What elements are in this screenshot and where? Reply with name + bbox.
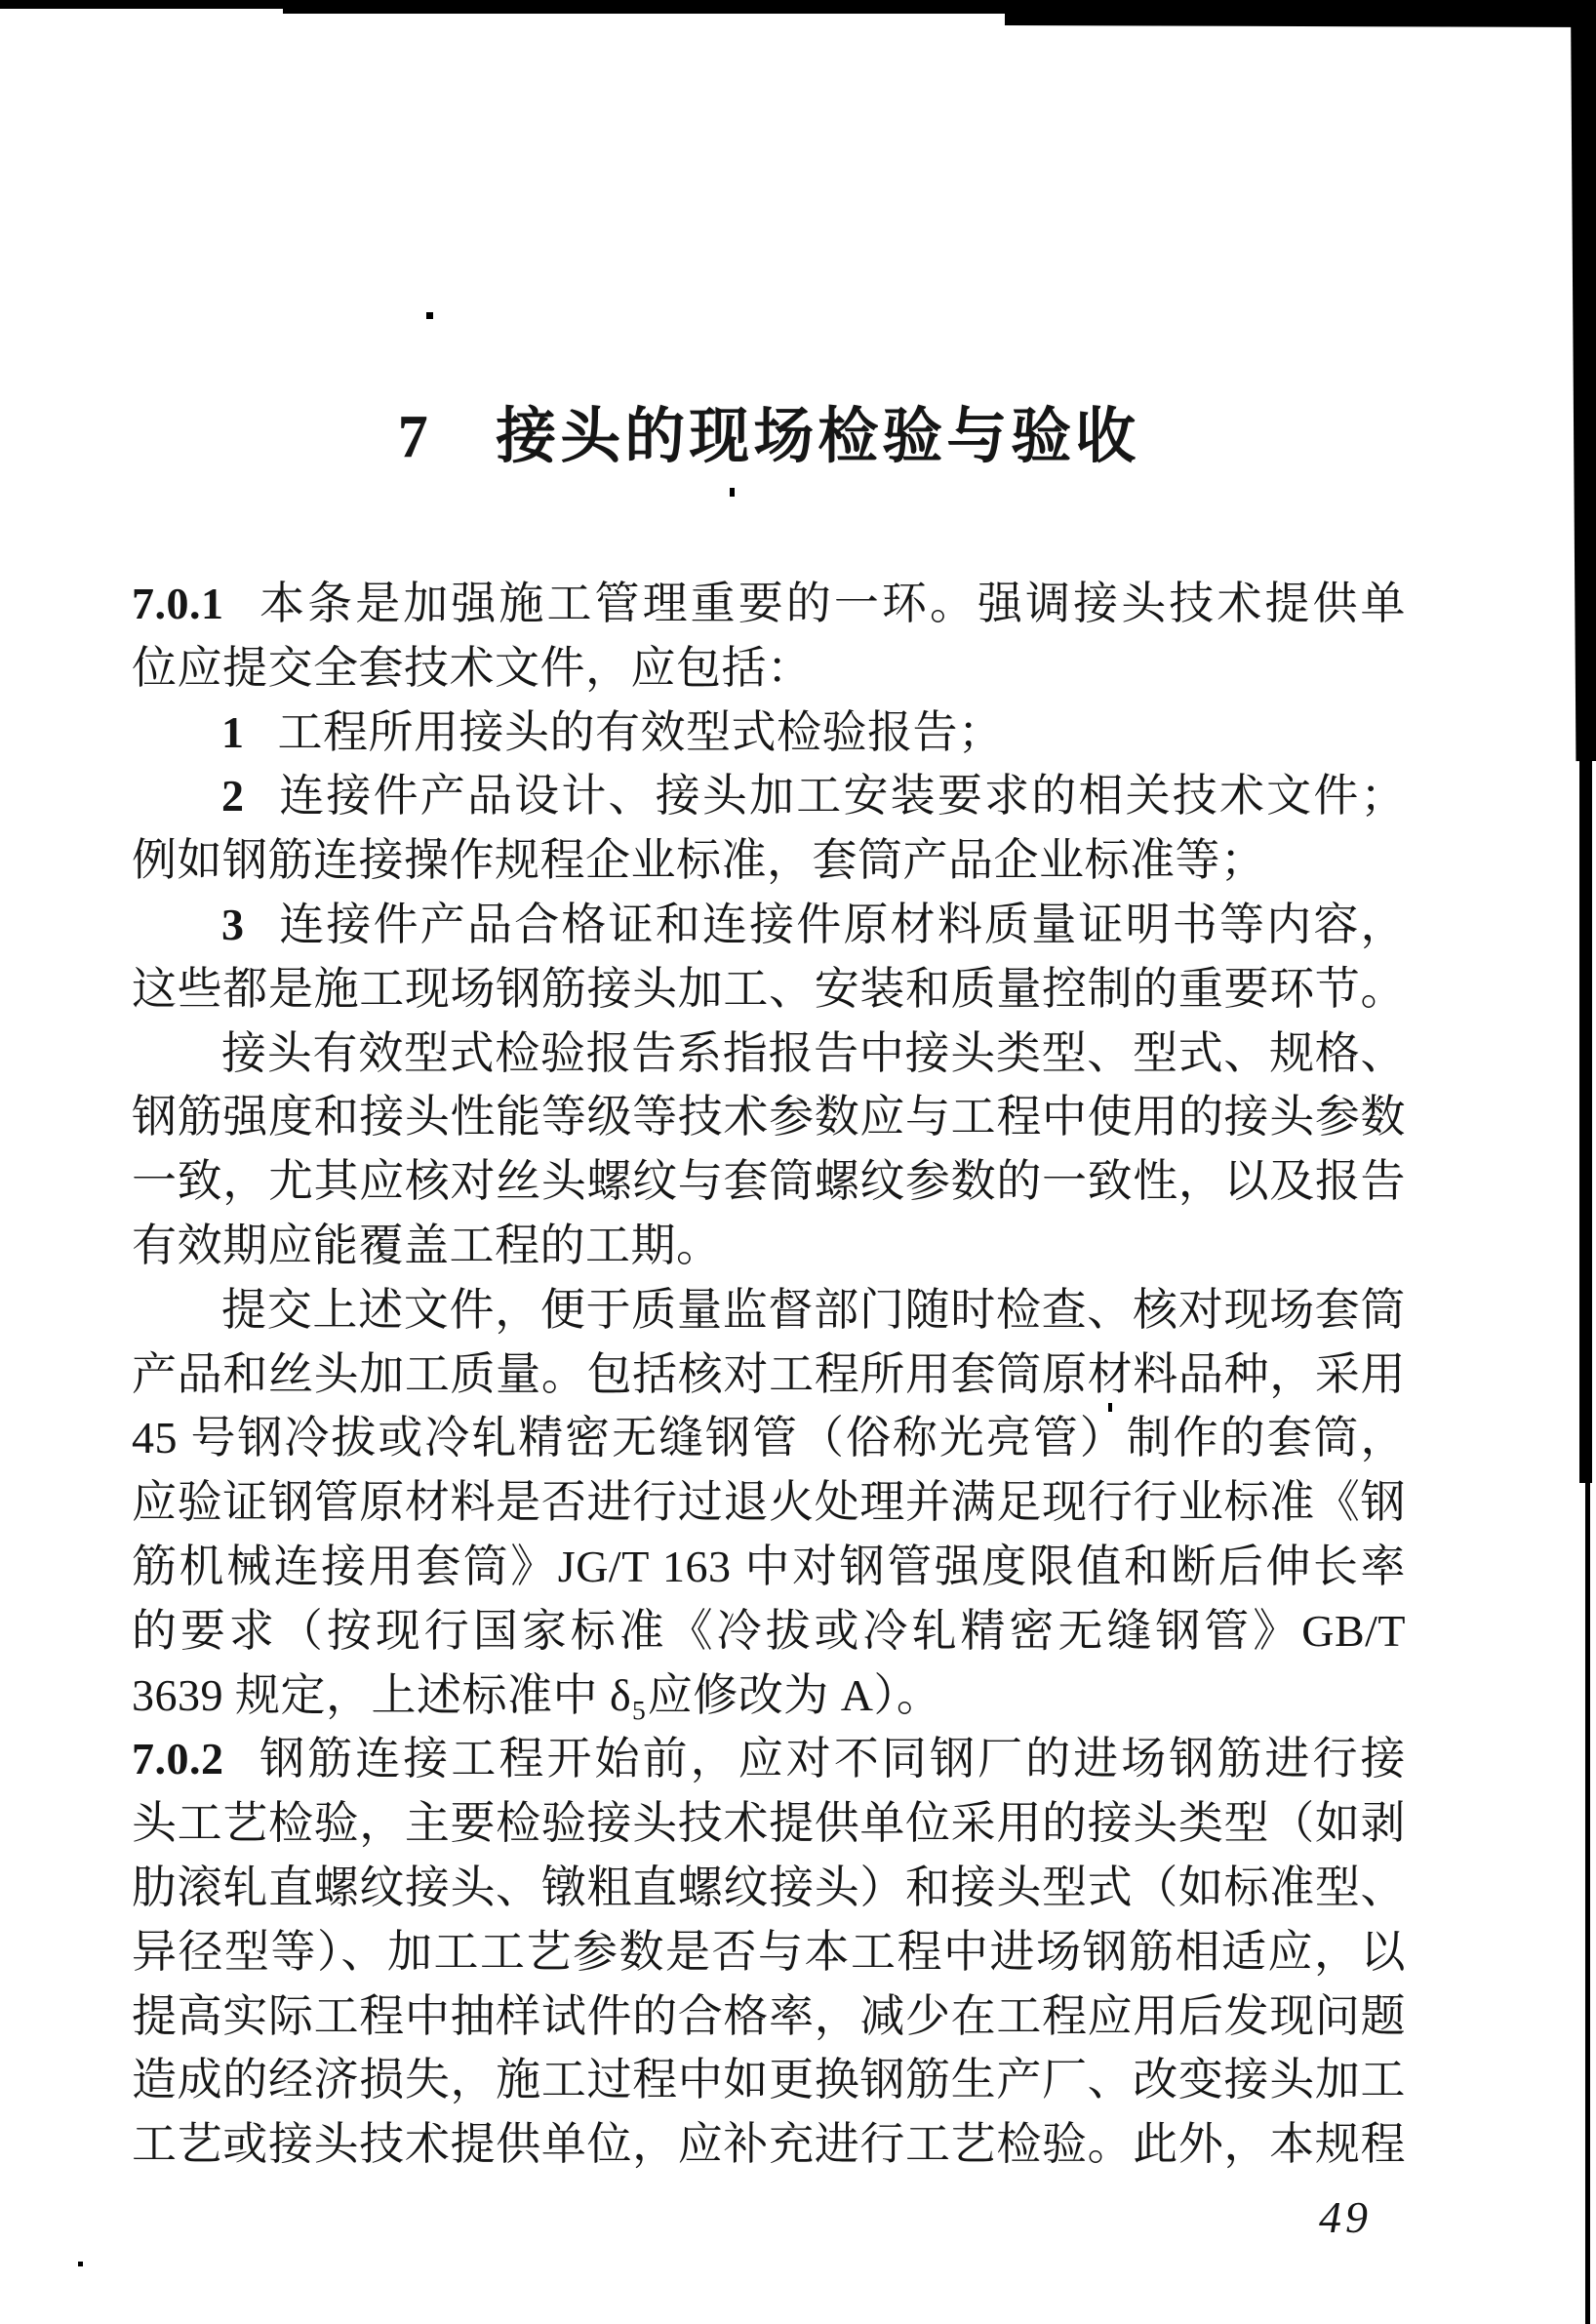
text-line <box>132 828 1406 893</box>
scan-artifact-top-right <box>1005 0 1596 27</box>
line-text: 肋滚轧直螺纹接头、镦粗直螺纹接头）和接头型式（如标准型、 <box>132 1862 1406 1912</box>
text-line <box>132 957 1406 1022</box>
line-text: 应验证钢管原材料是否进行过退火处理并满足现行行业标准《钢 <box>132 1477 1406 1528</box>
line-text: 提高实际工程中抽样试件的合格率，减少在工程应用后发现问题 <box>132 1990 1406 2041</box>
text-line <box>132 701 1406 765</box>
text-line <box>132 1856 1406 1920</box>
clause-number: 2 <box>221 771 245 821</box>
text-line <box>132 1470 1406 1535</box>
text-line <box>132 1791 1406 1856</box>
line-text: 钢筋强度和接头性能等级等技术参数应与工程中使用的接头参数 <box>132 1092 1406 1142</box>
line-text: 有效期应能覆盖工程的工期。 <box>132 1220 722 1270</box>
text-line <box>132 1406 1406 1470</box>
text-line <box>132 636 1406 701</box>
body-text <box>132 572 1406 2177</box>
chapter-title-text: 接头的现场检验与验收 <box>496 404 1140 470</box>
text-line <box>132 1535 1406 1599</box>
clause-number: 1 <box>221 706 245 757</box>
text-line <box>132 764 1406 828</box>
text-line <box>132 2112 1406 2177</box>
line-text: 筋机械连接用套筒》JG/T 163 中对钢管强度限值和断后伸长率 <box>132 1541 1406 1591</box>
scan-speck <box>730 488 735 497</box>
scan-artifact-right-edge <box>1579 722 1592 1483</box>
text-line <box>132 1214 1406 1278</box>
text-line <box>132 2048 1406 2112</box>
line-text: 的要求（按现行国家标准《冷拔或冷轧精密无缝钢管》GB/T <box>132 1605 1406 1656</box>
scan-artifact-right-edge <box>1571 0 1596 761</box>
line-text: 这些都是施工现场钢筋接头加工、安装和质量控制的重要环节。 <box>132 963 1406 1014</box>
line-text: 异径型等）、加工工艺参数是否与本工程中进场钢筋相适应，以 <box>132 1926 1406 1977</box>
line-text: 3639 规定，上述标准中 δ₅应修改为 A）。 <box>132 1669 942 1720</box>
text-line <box>132 1599 1406 1663</box>
line-text: 头工艺检验，主要检验接头技术提供单位采用的接头类型（如剥 <box>132 1798 1406 1849</box>
text-line <box>132 893 1406 957</box>
clause-number: 3 <box>221 899 245 949</box>
clause-number: 7.0.1 <box>132 579 224 628</box>
line-text: 例如钢筋连接操作规程企业标准，套筒产品企业标准等； <box>132 835 1266 886</box>
line-text: 45 号钢冷拔或冷轧精密无缝钢管（俗称光亮管）制作的套筒， <box>132 1413 1406 1463</box>
text-line <box>132 1342 1406 1407</box>
text-line <box>132 1149 1406 1214</box>
line-text: 工程所用接头的有效型式检验报告； <box>277 706 1004 757</box>
line-text: 钢筋连接工程开始前，应对不同钢厂的进场钢筋进行接 <box>257 1734 1406 1784</box>
scan-artifact-right-edge <box>1585 1444 1590 2324</box>
text-line <box>132 1278 1406 1342</box>
page-number: 49 <box>1319 2192 1372 2242</box>
line-text: 连接件产品合格证和连接件原材料质量证明书等内容， <box>277 899 1406 949</box>
line-text: 工艺或接头技术提供单位，应补充进行工艺检验。此外，本规程 <box>132 2119 1406 2170</box>
chapter-number: 7 <box>397 404 428 470</box>
text-line <box>132 572 1406 636</box>
line-text: 一致，尤其应核对丝头螺纹与套筒螺纹参数的一致性，以及报告 <box>132 1156 1406 1207</box>
scan-speck <box>78 2262 83 2266</box>
text-line <box>132 1085 1406 1149</box>
text-line <box>132 1984 1406 2049</box>
line-text: 接头有效型式检验报告系指报告中接头类型、型式、规格、 <box>221 1027 1406 1078</box>
chapter-title <box>132 406 1406 468</box>
line-text: 提交上述文件，便于质量监督部门随时检查、核对现场套筒 <box>221 1284 1406 1335</box>
text-line <box>132 1727 1406 1791</box>
line-text: 连接件产品设计、接头加工安装要求的相关技术文件； <box>277 771 1406 821</box>
line-text: 造成的经济损失，施工过程中如更换钢筋生产厂、改变接头加工 <box>132 2055 1406 2105</box>
scan-speck <box>426 312 433 319</box>
line-text: 位应提交全套技术文件，应包括： <box>132 642 813 693</box>
text-line <box>132 1022 1406 1086</box>
text-line <box>132 1920 1406 1984</box>
line-text: 本条是加强施工管理重要的一环。强调接头技术提供单 <box>257 579 1406 628</box>
line-text: 产品和丝头加工质量。包括核对工程所用套筒原材料品种，采用 <box>132 1348 1406 1399</box>
clause-number: 7.0.2 <box>132 1734 224 1784</box>
text-line <box>132 1663 1406 1728</box>
